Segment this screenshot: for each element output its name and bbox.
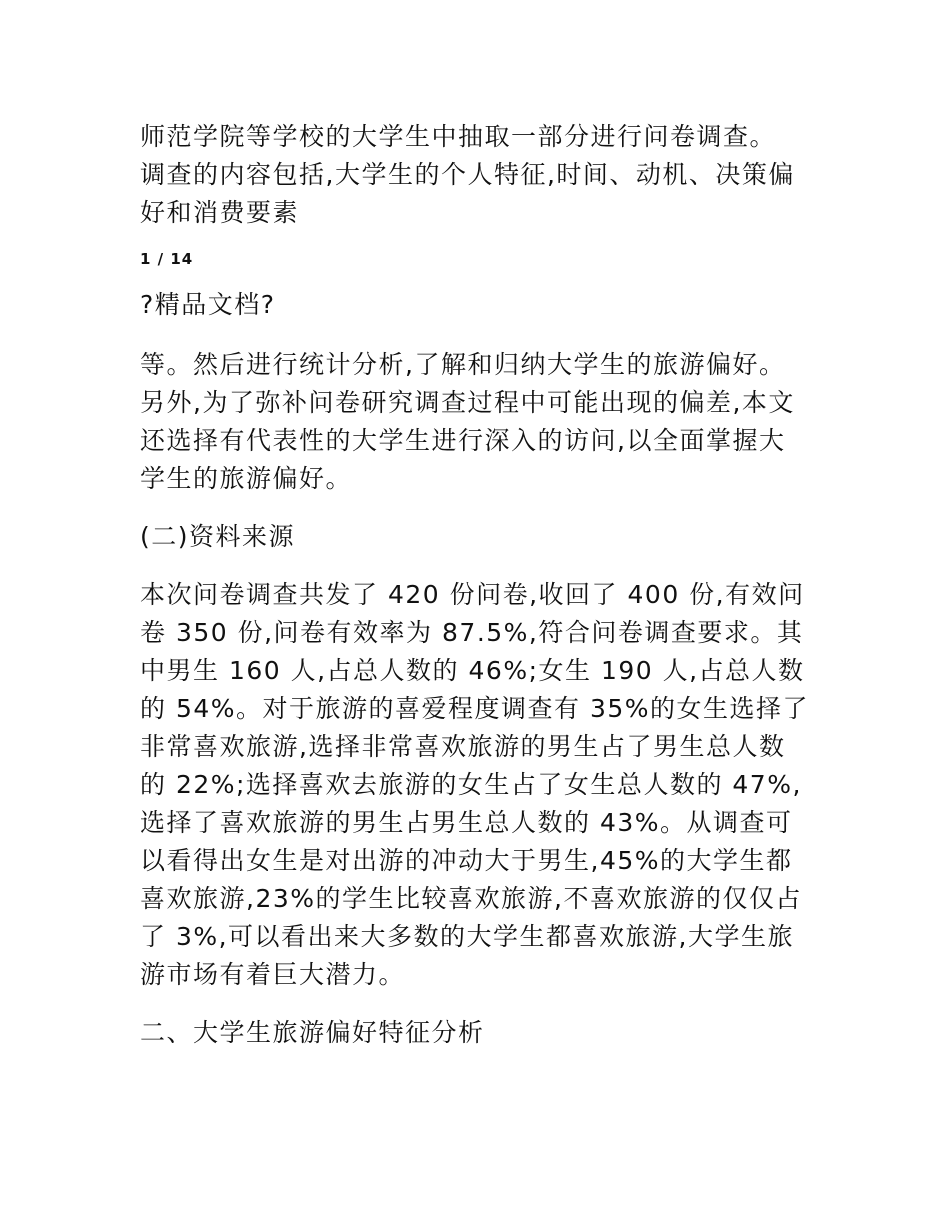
- intro-paragraph: [140, 118, 820, 232]
- text-line: 本次问卷调查共发了 420 份问卷,收回了 400 份,有效问: [140, 580, 805, 609]
- text-line: 的 54%。对于旅游的喜爱程度调查有 35%的女生选择了: [140, 694, 810, 723]
- text-line: 学生的旅游偏好。: [140, 464, 353, 493]
- text-line: 好和消费要素: [140, 198, 300, 227]
- text-line: 了 3%,可以看出来大多数的大学生都喜欢旅游,大学生旅: [140, 922, 795, 951]
- text-line: 调查的内容包括,大学生的个人特征,时间、动机、决策偏: [140, 160, 795, 189]
- text-line: 另外,为了弥补问卷研究调查过程中可能出现的偏差,本文: [140, 388, 795, 417]
- method-paragraph: [140, 346, 820, 498]
- text-line: 以看得出女生是对出游的冲动大于男生,45%的大学生都: [140, 846, 793, 875]
- document-page: [140, 118, 820, 1052]
- section-heading-data-source: (二)资料来源: [140, 522, 296, 551]
- section-heading-analysis: 二、大学生旅游偏好特征分析: [140, 1018, 485, 1047]
- text-line: 还选择有代表性的大学生进行深入的访问,以全面掌握大: [140, 426, 786, 455]
- text-line: 非常喜欢旅游,选择非常喜欢旅游的男生占了男生总人数: [140, 732, 786, 761]
- text-line: 喜欢旅游,23%的学生比较喜欢旅游,不喜欢旅游的仅仅占: [140, 884, 802, 913]
- text-line: 卷 350 份,问卷有效率为 87.5%,符合问卷调查要求。其: [140, 618, 804, 647]
- page-header-mark: ?精品文档?: [140, 290, 276, 319]
- text-line: 游市场有着巨大潜力。: [140, 960, 406, 989]
- page-number: 1 / 14: [140, 250, 194, 268]
- text-line: 选择了喜欢旅游的男生占男生总人数的 43%。从调查可: [140, 808, 793, 837]
- text-line: 中男生 160 人,占总人数的 46%;女生 190 人,占总人数: [140, 656, 805, 685]
- text-line: 等。然后进行统计分析,了解和归纳大学生的旅游偏好。: [140, 350, 786, 379]
- text-line: 师范学院等学校的大学生中抽取一部分进行问卷调查。: [140, 122, 777, 151]
- data-paragraph: [140, 576, 820, 994]
- text-line: 的 22%;选择喜欢去旅游的女生占了女生总人数的 47%,: [140, 770, 802, 799]
